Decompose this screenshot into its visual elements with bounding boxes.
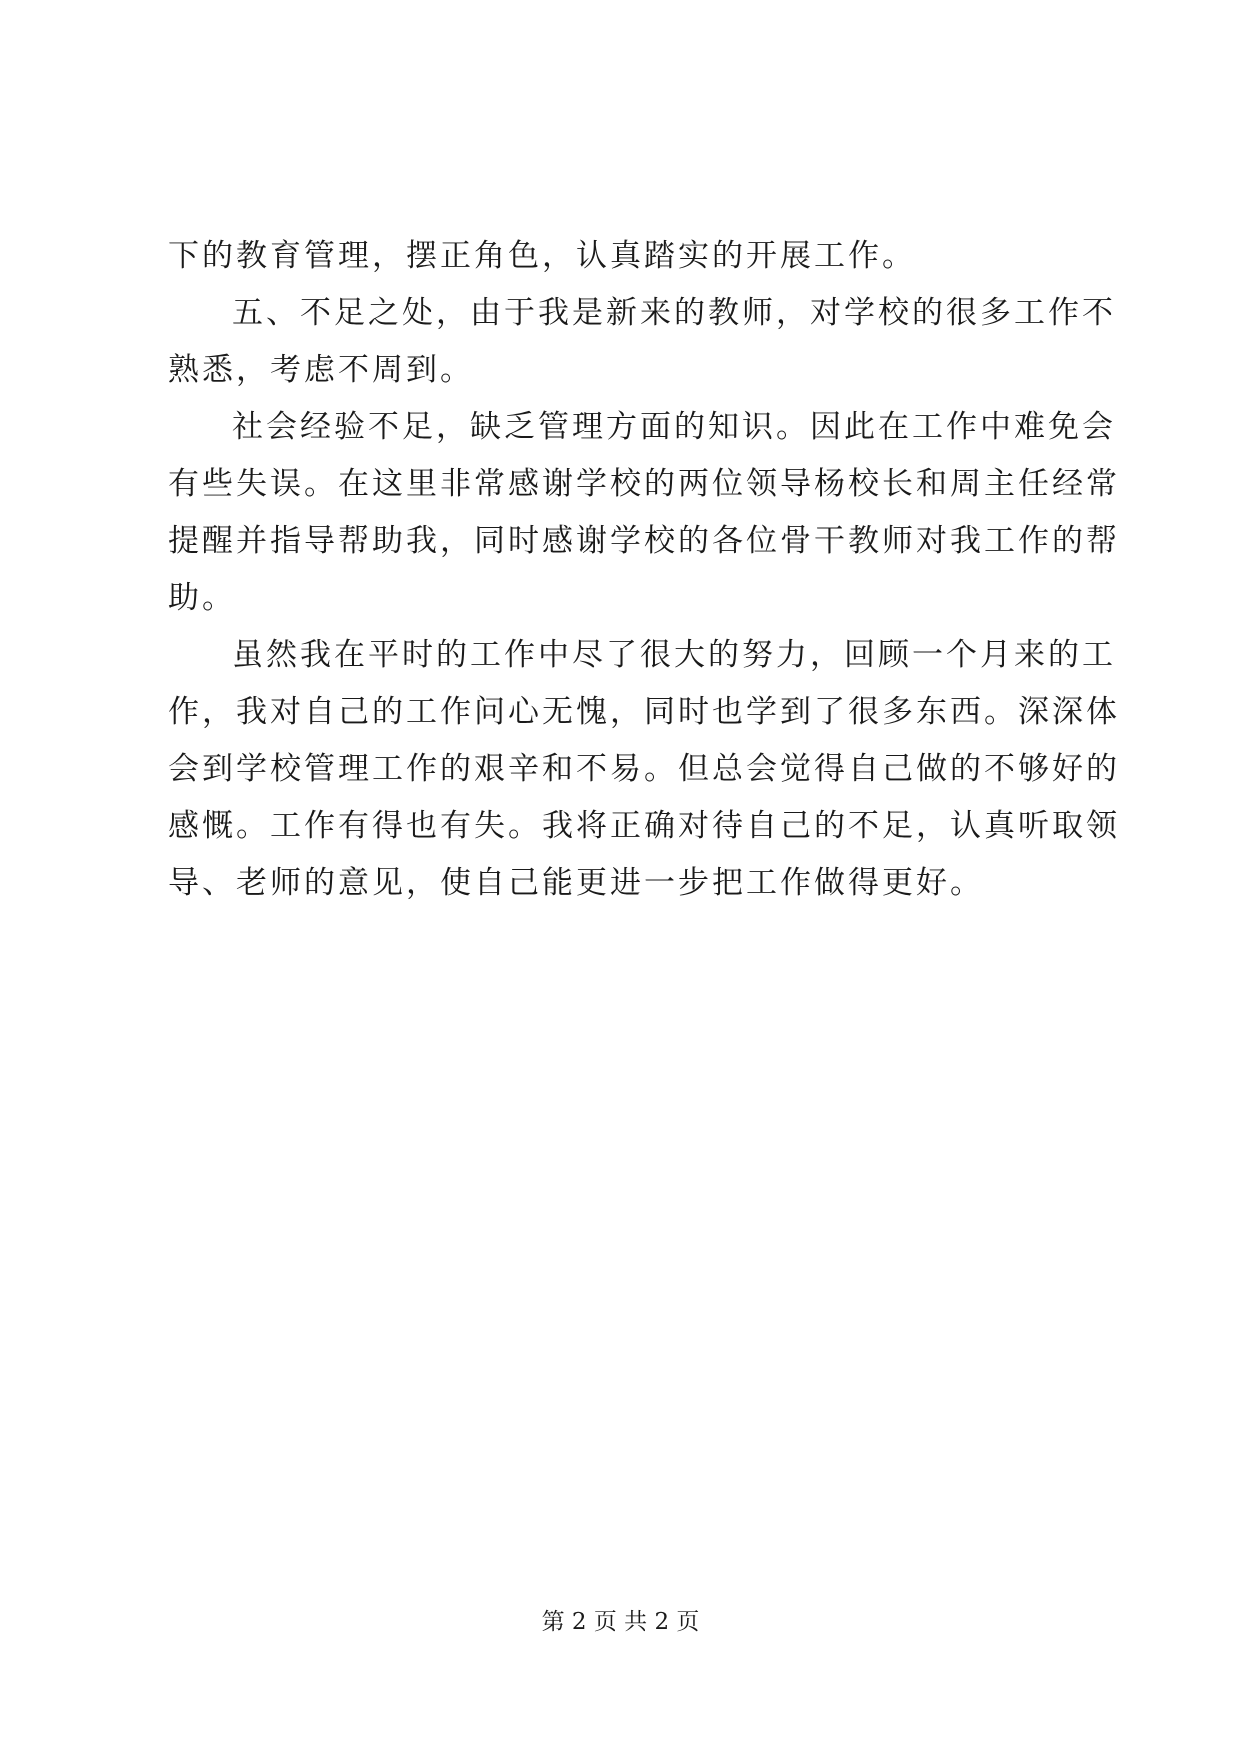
paragraph-2-line-2: 熟悉，考虑不周到。	[168, 352, 474, 388]
paragraph-4-line-3: 会到学校管理工作的艰辛和不易。但总会觉得自己做的不够好的	[168, 751, 1120, 787]
paragraph-4-line-2: 作，我对自己的工作问心无愧，同时也学到了很多东西。深深体	[168, 694, 1120, 730]
paragraph-3-line-4: 助。	[168, 580, 236, 616]
paragraph-3-line-3: 提醒并指导帮助我，同时感谢学校的各位骨干教师对我工作的帮	[168, 523, 1120, 559]
paragraph-4-line-1: 虽然我在平时的工作中尽了很大的努力，回顾一个月来的工	[232, 637, 1116, 673]
paragraph-4-line-4: 感慨。工作有得也有失。我将正确对待自己的不足，认真听取领	[168, 808, 1120, 844]
page-number-footer: 第 2 页 共 2 页	[541, 1609, 700, 1635]
paragraph-2-line-1: 五、不足之处，由于我是新来的教师，对学校的很多工作不	[232, 295, 1116, 331]
paragraph-3-line-1: 社会经验不足，缺乏管理方面的知识。因此在工作中难免会	[232, 409, 1116, 445]
paragraph-3-line-2: 有些失误。在这里非常感谢学校的两位领导杨校长和周主任经常	[168, 466, 1120, 502]
paragraph-1-line-1: 下的教育管理，摆正角色，认真踏实的开展工作。	[168, 238, 916, 274]
document-body	[168, 228, 1120, 912]
paragraph-4-line-5: 导、老师的意见，使自己能更进一步把工作做得更好。	[168, 865, 984, 901]
